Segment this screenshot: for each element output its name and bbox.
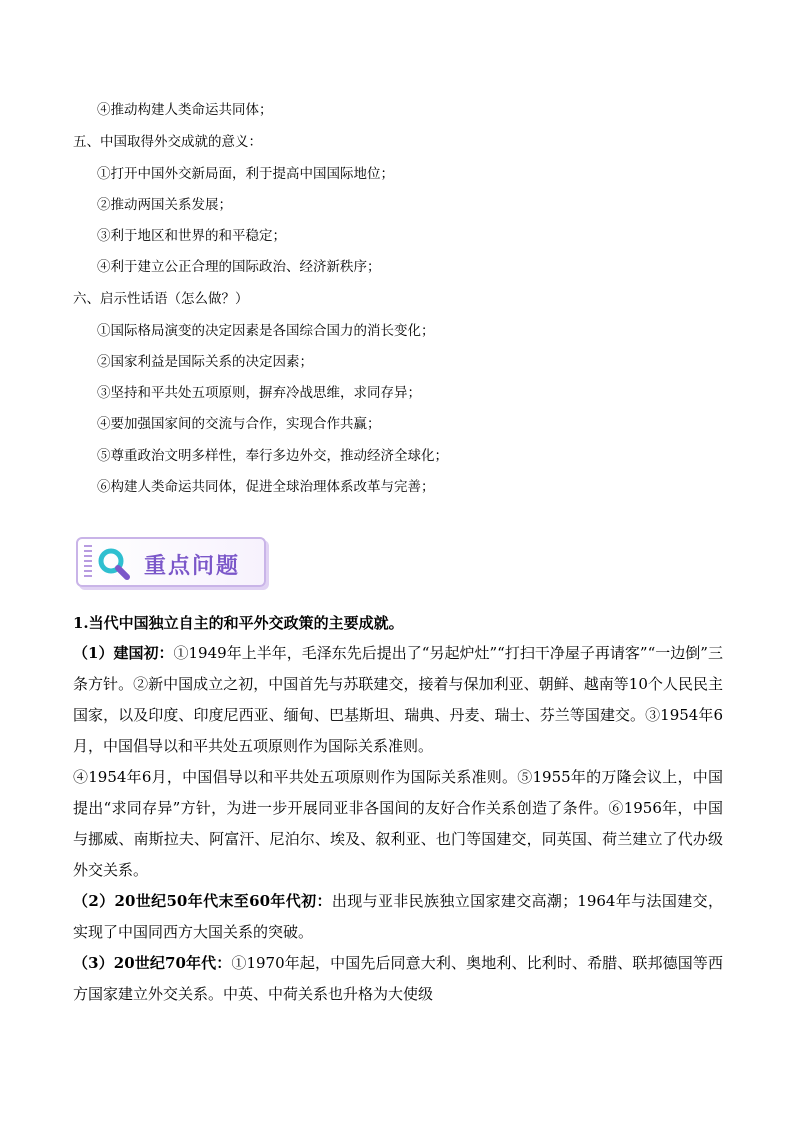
section-banner — [76, 537, 270, 591]
list-item: ④利于建立公正合理的国际政治、经济新秩序； — [97, 259, 381, 275]
paragraph-text: ④1954年6月，中国倡导以和平共处五项原则作为国际关系准则。⑤1955年的万隆会议上，中国提出“求同存异”方针，为进一步开展同亚非各国间的友好合作关系创造了条件。⑥1956年，中国与挪威、南斯拉夫、阿富汗、尼泊尔、埃及、叙利亚、也门等国建交，同英国、荷兰建立了代办级外交关系。 — [73, 768, 723, 879]
paragraph-label: （2）20世纪50年代末至60年代初： — [73, 892, 332, 910]
paragraph-1 — [73, 638, 723, 762]
list-item: ⑥构建人类命运共同体，促进全球治理体系改革与完善； — [97, 479, 435, 495]
search-icon — [96, 546, 132, 582]
question-title: 1.当代中国独立自主的和平外交政策的主要成就。 — [73, 614, 404, 632]
list-item: ②国家利益是国际关系的决定因素； — [97, 354, 313, 370]
list-item: ②推动两国关系发展； — [97, 197, 232, 213]
banner-frame — [76, 537, 266, 587]
paragraph-4 — [73, 948, 723, 1010]
paragraph-text: 出现与亚非民族独立国家建交高潮；1964年与法国建交，实现了中国同西方大国关系的突破。 — [73, 892, 723, 941]
paragraph-2 — [73, 762, 723, 886]
list-item: ③坚持和平共处五项原则，摒弃冷战思维，求同存异； — [97, 385, 421, 401]
banner-stripes — [84, 545, 92, 579]
paragraph-label: （1）建国初： — [73, 644, 174, 662]
paragraph-3 — [73, 886, 723, 948]
list-item: ③利于地区和世界的和平稳定； — [97, 228, 286, 244]
list-item: ⑤尊重政治文明多样性，奉行多边外交，推动经济全球化； — [97, 448, 448, 464]
section-heading-5: 五、中国取得外交成就的意义： — [73, 134, 262, 150]
paragraph-text: ①1970年起，中国先后同意大利、奥地利、比利时、希腊、联邦德国等西方国家建立外交关系。中英、中荷关系也升格为大使级 — [73, 954, 723, 1003]
paragraph-text: ①1949年上半年，毛泽东先后提出了“另起炉灶”“打扫干净屋子再请客”“一边倒”三条方针。②新中国成立之初，中国首先与苏联建交，接着与保加利亚、朝鲜、越南等10个人民民主国家，以及印度、印度尼西亚、缅甸、巴基斯坦、瑞典、丹麦、瑞士、芬兰等国建交。③1954年6月，中国倡导以和平共处五项原则作为国际关系准则。 — [73, 644, 723, 755]
list-item: ①国际格局演变的决定因素是各国综合国力的消长变化； — [97, 323, 435, 339]
paragraph-label: （3）20世纪70年代： — [73, 954, 232, 972]
list-item: ④要加强国家间的交流与合作，实现合作共赢； — [97, 416, 381, 432]
list-item: ①打开中国外交新局面，利于提高中国国际地位； — [97, 166, 394, 182]
list-item: ④推动构建人类命运共同体； — [97, 102, 273, 118]
banner-title: 重点问题 — [144, 554, 241, 579]
section-heading-6: 六、启示性话语（怎么做？） — [73, 291, 249, 307]
